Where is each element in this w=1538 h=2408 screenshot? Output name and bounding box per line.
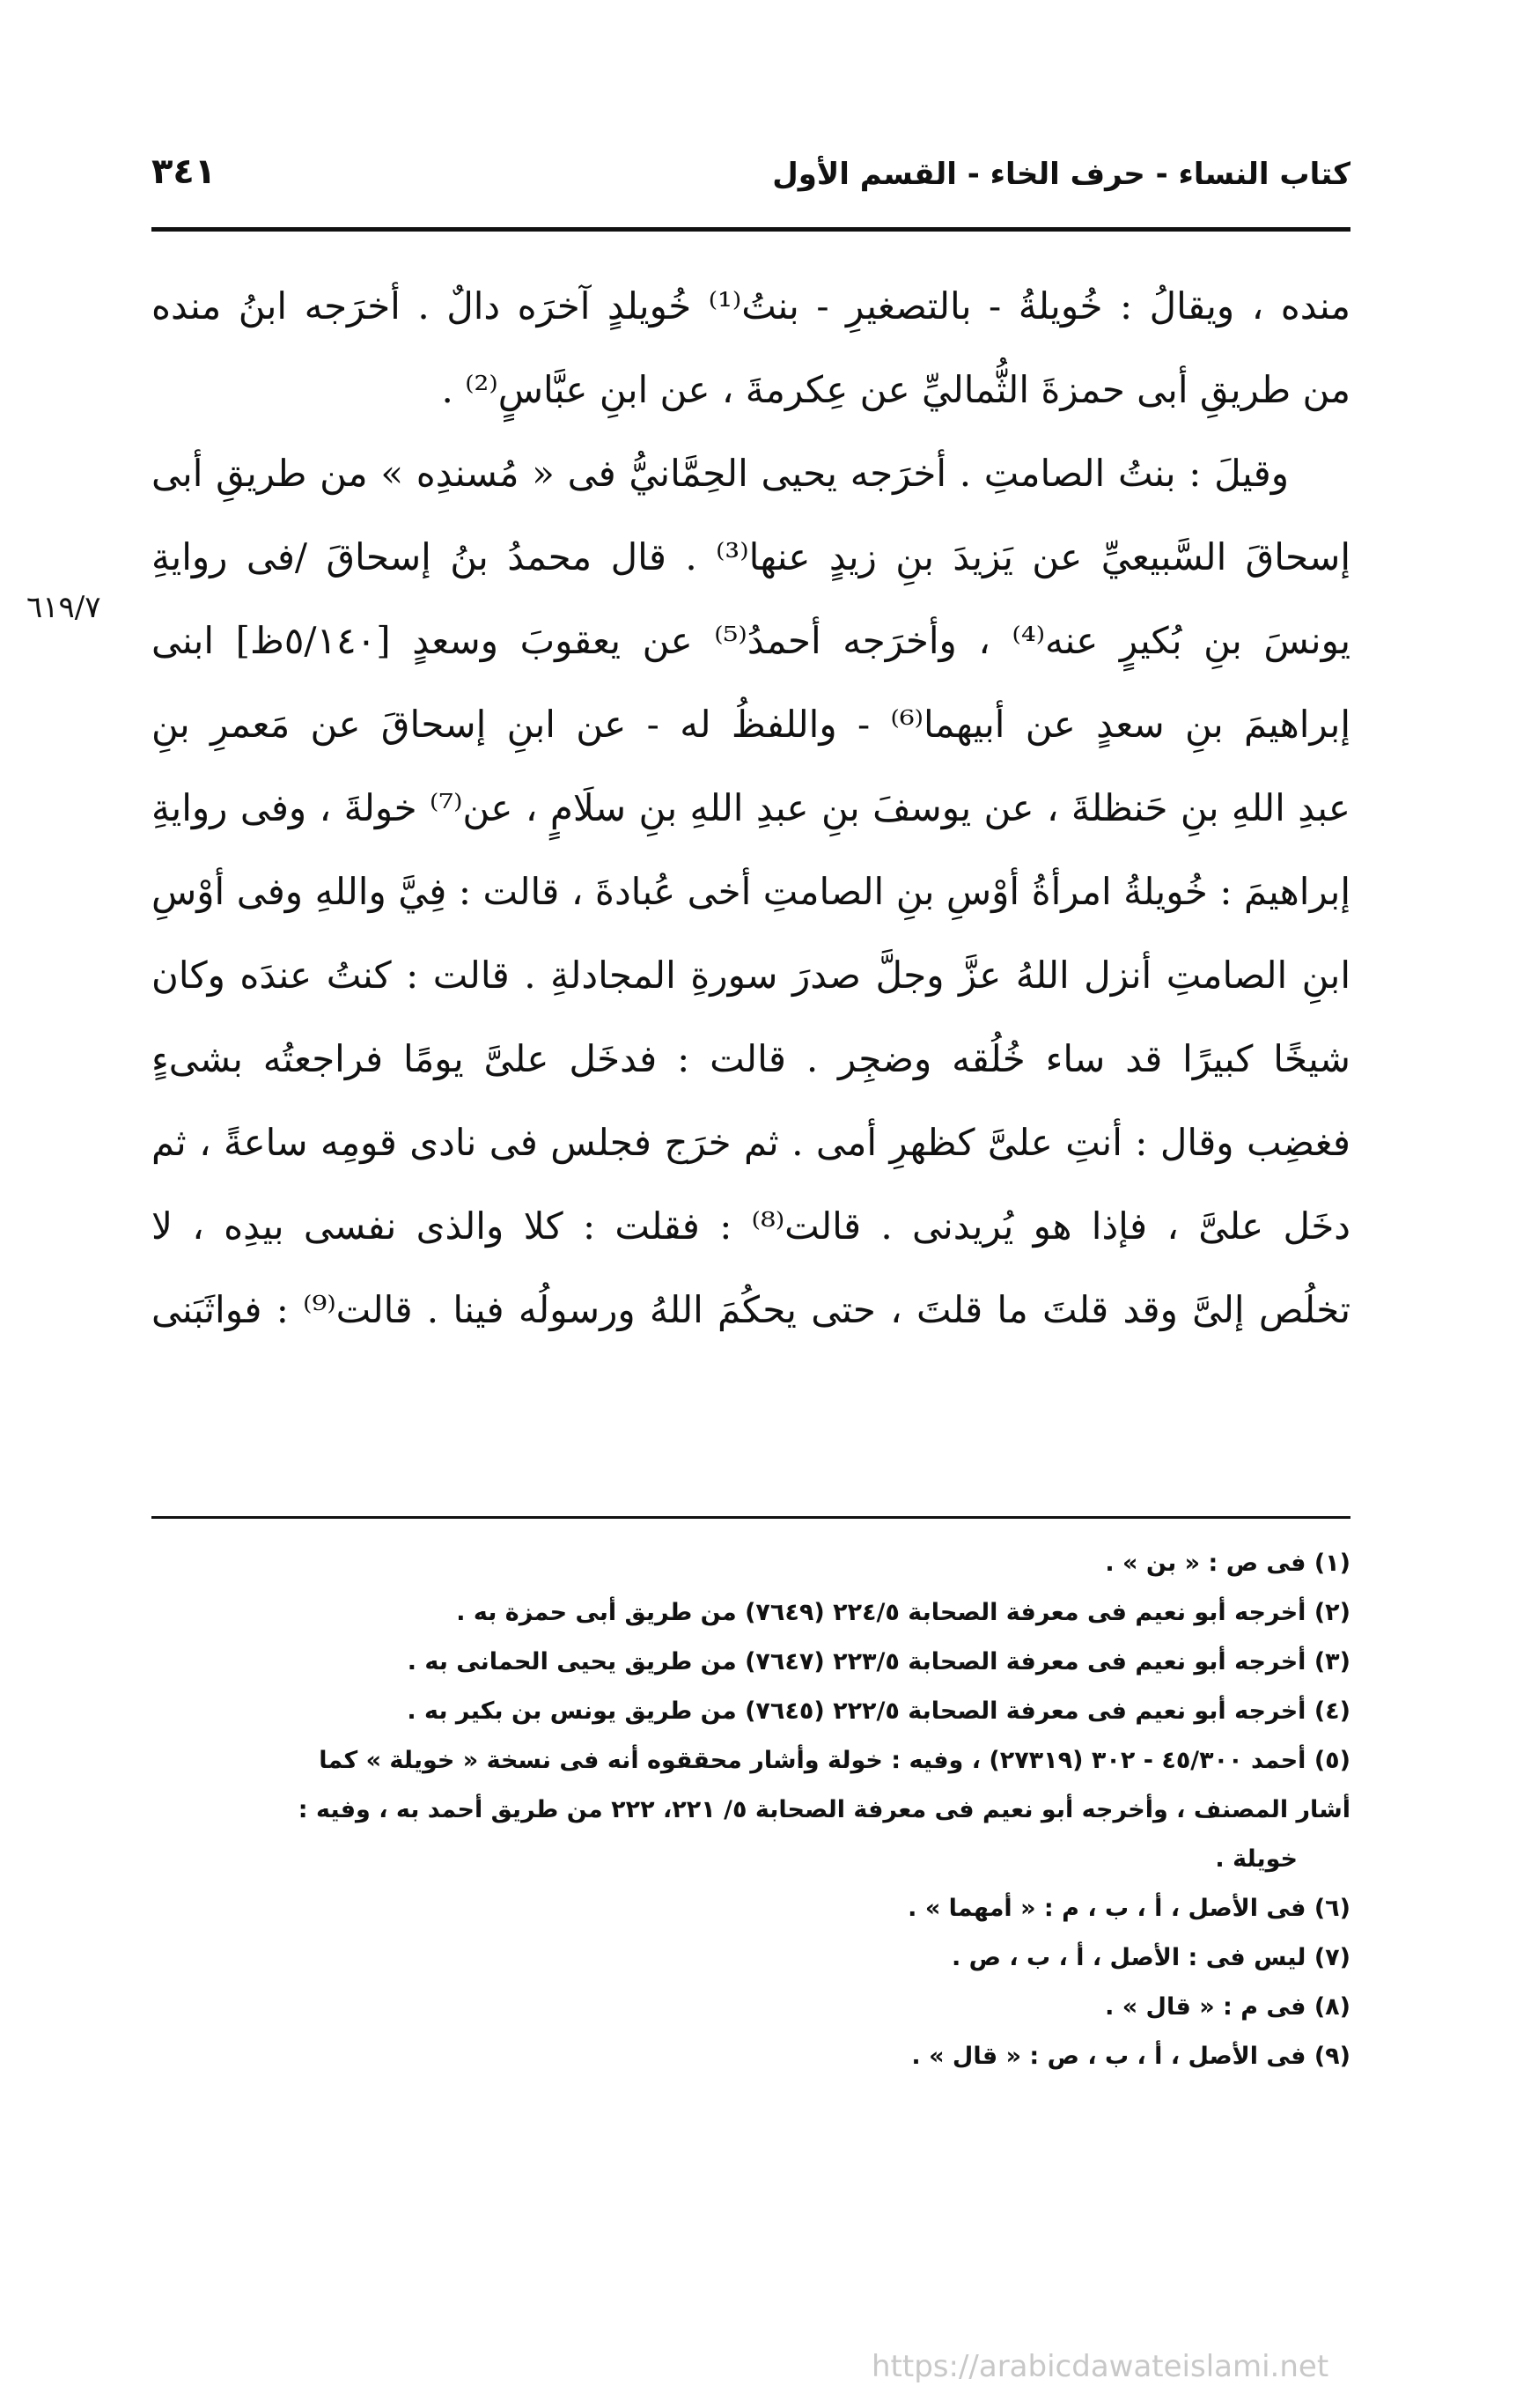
footnote: (٨) فى م : « قال » . xyxy=(1105,1993,1350,2021)
footnote-separator xyxy=(151,1516,1350,1519)
footnote-continuation: أشار المصنف ، وأخرجه أبو نعيم فى معرفة الصحابة ٥/ ٢٢١، ٢٢٢ من طريق أحمد به ، وفيه : xyxy=(298,1796,1350,1823)
page-number: ٣٤١ xyxy=(151,151,217,192)
text-line: إبراهيمَ بنِ سعدٍ عن أبيهما⁽⁶⁾ - واللفظُ له - عن ابنِ إسحاقَ عن مَعمرِ بنِ xyxy=(151,703,1350,746)
margin-reference: ٦١٩/٧ xyxy=(26,590,101,625)
text-line: ابنِ الصامتِ أنزل اللهُ عزَّ وجلَّ صدرَ سورةِ المجادلةِ . قالت : كنتُ عندَه وكان xyxy=(151,954,1350,997)
footnotes xyxy=(151,1539,1350,2081)
main-text xyxy=(151,264,1350,1351)
footnote: (٤) أخرجه أبو نعيم فى معرفة الصحابة ٢٢٢/٥ (٧٦٤٥) من طريق يونس بن بكير به . xyxy=(407,1697,1350,1725)
text-line: وقيلَ : بنتُ الصامتِ . أخرَجه يحيى الحِمَّانيُّ فى « مُسندِه » من طريقِ أبى xyxy=(151,452,1289,495)
text-line: دخَل علىَّ ، فإذا هو يُريدنى . قالت⁽⁸⁾ : فقلت : كلا والذى نفسى بيدِه ، لا xyxy=(151,1204,1350,1248)
footnote: (١) فى ص : « بن » . xyxy=(1105,1550,1350,1577)
text-line: عبدِ اللهِ بنِ حَنظلةَ ، عن يوسفَ بنِ عبدِ اللهِ بنِ سلَامٍ ، عن⁽⁷⁾ خولةَ ، وفى روايةِ xyxy=(151,786,1350,829)
text-line: شيخًا كبيرًا قد ساء خُلُقه وضجِر . قالت : فدخَل علىَّ يومًا فراجعتُه بشىءٍ xyxy=(151,1037,1350,1080)
footnote: (٢) أخرجه أبو نعيم فى معرفة الصحابة ٢٢٤/٥ (٧٦٤٩) من طريق أبى حمزة به . xyxy=(456,1599,1350,1626)
text-line: منده ، ويقالُ : خُويلةُ - بالتصغيرِ - بنتُ⁽¹⁾ خُويلدٍ آخرَه دالٌ . أخرَجه ابنُ منده xyxy=(151,284,1350,328)
text-line: إسحاقَ السَّبيعيِّ عن يَزيدَ بنِ زيدٍ عنها⁽³⁾ . قال محمدُ بنُ إسحاقَ /فى روايةِ xyxy=(151,535,1350,578)
footnote-continuation: خويلة . xyxy=(1215,1845,1298,1873)
text-line: فغضِب وقال : أنتِ علىَّ كظهرِ أمى . ثم خرَج فجلس فى نادى قومِه ساعةً ، ثم xyxy=(151,1121,1350,1164)
footnote: (٥) أحمد ٤٥/٣٠٠ - ٣٠٢ (٢٧٣١٩) ، وفيه : خولة وأشار محققوه أنه فى نسخة « خويلة » كما xyxy=(319,1747,1350,1774)
footnote: (٦) فى الأصل ، أ ، ب ، م : « أمهما » . xyxy=(908,1895,1350,1922)
page-header xyxy=(151,151,1350,204)
text-line: يونسَ بنِ بُكيرٍ عنه⁽⁴⁾ ، وأخرَجه أحمدُ⁽⁵⁾ عن يعقوبَ وسعدٍ [٥/١٤٠ظ] ابنى xyxy=(151,619,1350,662)
text-line: من طريقِ أبى حمزةَ الثُّماليِّ عن عِكرمةَ ، عن ابنِ عبَّاسٍ⁽²⁾ . xyxy=(441,368,1350,411)
text-line: إبراهيمَ : خُويلةُ امرأةُ أوْسِ بنِ الصامتِ أخى عُبادةَ ، قالت : فِيَّ واللهِ وفى أوْسِ xyxy=(151,870,1350,913)
footnote: (٧) ليس فى : الأصل ، أ ، ب ، ص . xyxy=(952,1944,1350,1971)
footnote: (٣) أخرجه أبو نعيم فى معرفة الصحابة ٢٢٣/٥ (٧٦٤٧) من طريق يحيى الحمانى به . xyxy=(407,1648,1350,1675)
running-title: كتاب النساء - حرف الخاء - القسم الأول xyxy=(772,157,1350,192)
footnote: (٩) فى الأصل ، أ ، ب ، ص : « قال » . xyxy=(911,2043,1350,2070)
text-line: تخلُص إلىَّ وقد قلتَ ما قلتَ ، حتى يحكُمَ اللهُ ورسولُه فينا . قالت⁽⁹⁾ : فواثَبَنى xyxy=(151,1288,1350,1331)
header-rule xyxy=(151,227,1350,232)
watermark-url: https://arabicdawateislami.net xyxy=(872,2349,1329,2384)
